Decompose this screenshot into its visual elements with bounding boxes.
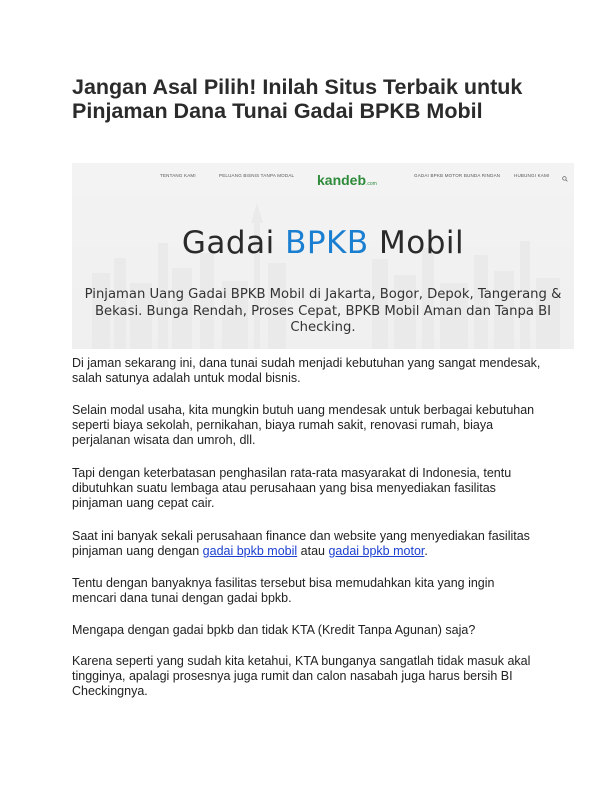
paragraph-with-links: Saat ini banyak sekali perusahaan finance dan website yang menyediakan fasilitas pinjaman uang dengan gadai bpkb mobil atau gadai bpkb motor. [72, 529, 530, 558]
paragraph: Selain modal usaha, kita mungkin butuh uang mendesak untuk berbagai kebutuhan seperti biaya sekolah, pernikahan, biaya rumah sakit, renovasi rumah, biaya perjalanan wisata dan umroh, dll. [72, 403, 535, 447]
paragraph: Mengapa dengan gadai bpkb dan tidak KTA (Kredit Tanpa Agunan) saja? [72, 623, 476, 637]
logo: kandeb.com [317, 172, 377, 188]
nav-item-business: PELUANG BISNIS TANPA MODAL [219, 173, 295, 178]
banner-heading: Gadai BPKB Mobil [181, 225, 465, 261]
nav-item-about: TENTANG KAMI [160, 173, 196, 178]
article-title: Jangan Asal Pilih! Inilah Situs Terbaik untuk Pinjaman Dana Tunai Gadai BPKB Mobil [72, 75, 523, 123]
search-icon [562, 176, 568, 182]
banner-nav-bar [72, 169, 574, 188]
link-gadai-bpkb-mobil[interactable]: gadai bpkb mobil [202, 544, 298, 558]
paragraph: Tentu dengan banyaknya fasilitas tersebut bisa memudahkan kita yang ingin mencari dana tunai dengan gadai bpkb. [72, 576, 495, 605]
link-gadai-bpkb-motor[interactable]: gadai bpkb motor [328, 544, 425, 558]
nav-item-service: GADAI BPKB MOTOR BUNDA RINDAN [414, 173, 501, 178]
banner-image [72, 163, 574, 349]
nav-item-contact: HUBUNGI KAMI [514, 173, 550, 178]
paragraph: Tapi dengan keterbatasan penghasilan rata-rata masyarakat di Indonesia, tentu dibutuhkan suatu lembaga atau perusahaan yang bisa menyediakan fasilitas pinjaman uang cepat cair. [72, 466, 512, 510]
paragraph: Di jaman sekarang ini, dana tunai sudah menjadi kebutuhan yang sangat mendesak, salah satunya adalah untuk modal bisnis. [72, 356, 541, 385]
banner-subheading: Pinjaman Uang Gadai BPKB Mobil di Jakarta, Bogor, Depok, Tangerang & Bekasi. Bunga Rendah, Proses Cepat, BPKB Mobil Aman dan Tanpa BI Checking. [84, 287, 562, 335]
paragraph: Karena seperti yang sudah kita ketahui, KTA bunganya sangatlah tidak masuk akal tingginya, apalagi prosesnya juga rumit dan calon nasabah juga harus bersih BI Checkingnya. [72, 654, 531, 698]
